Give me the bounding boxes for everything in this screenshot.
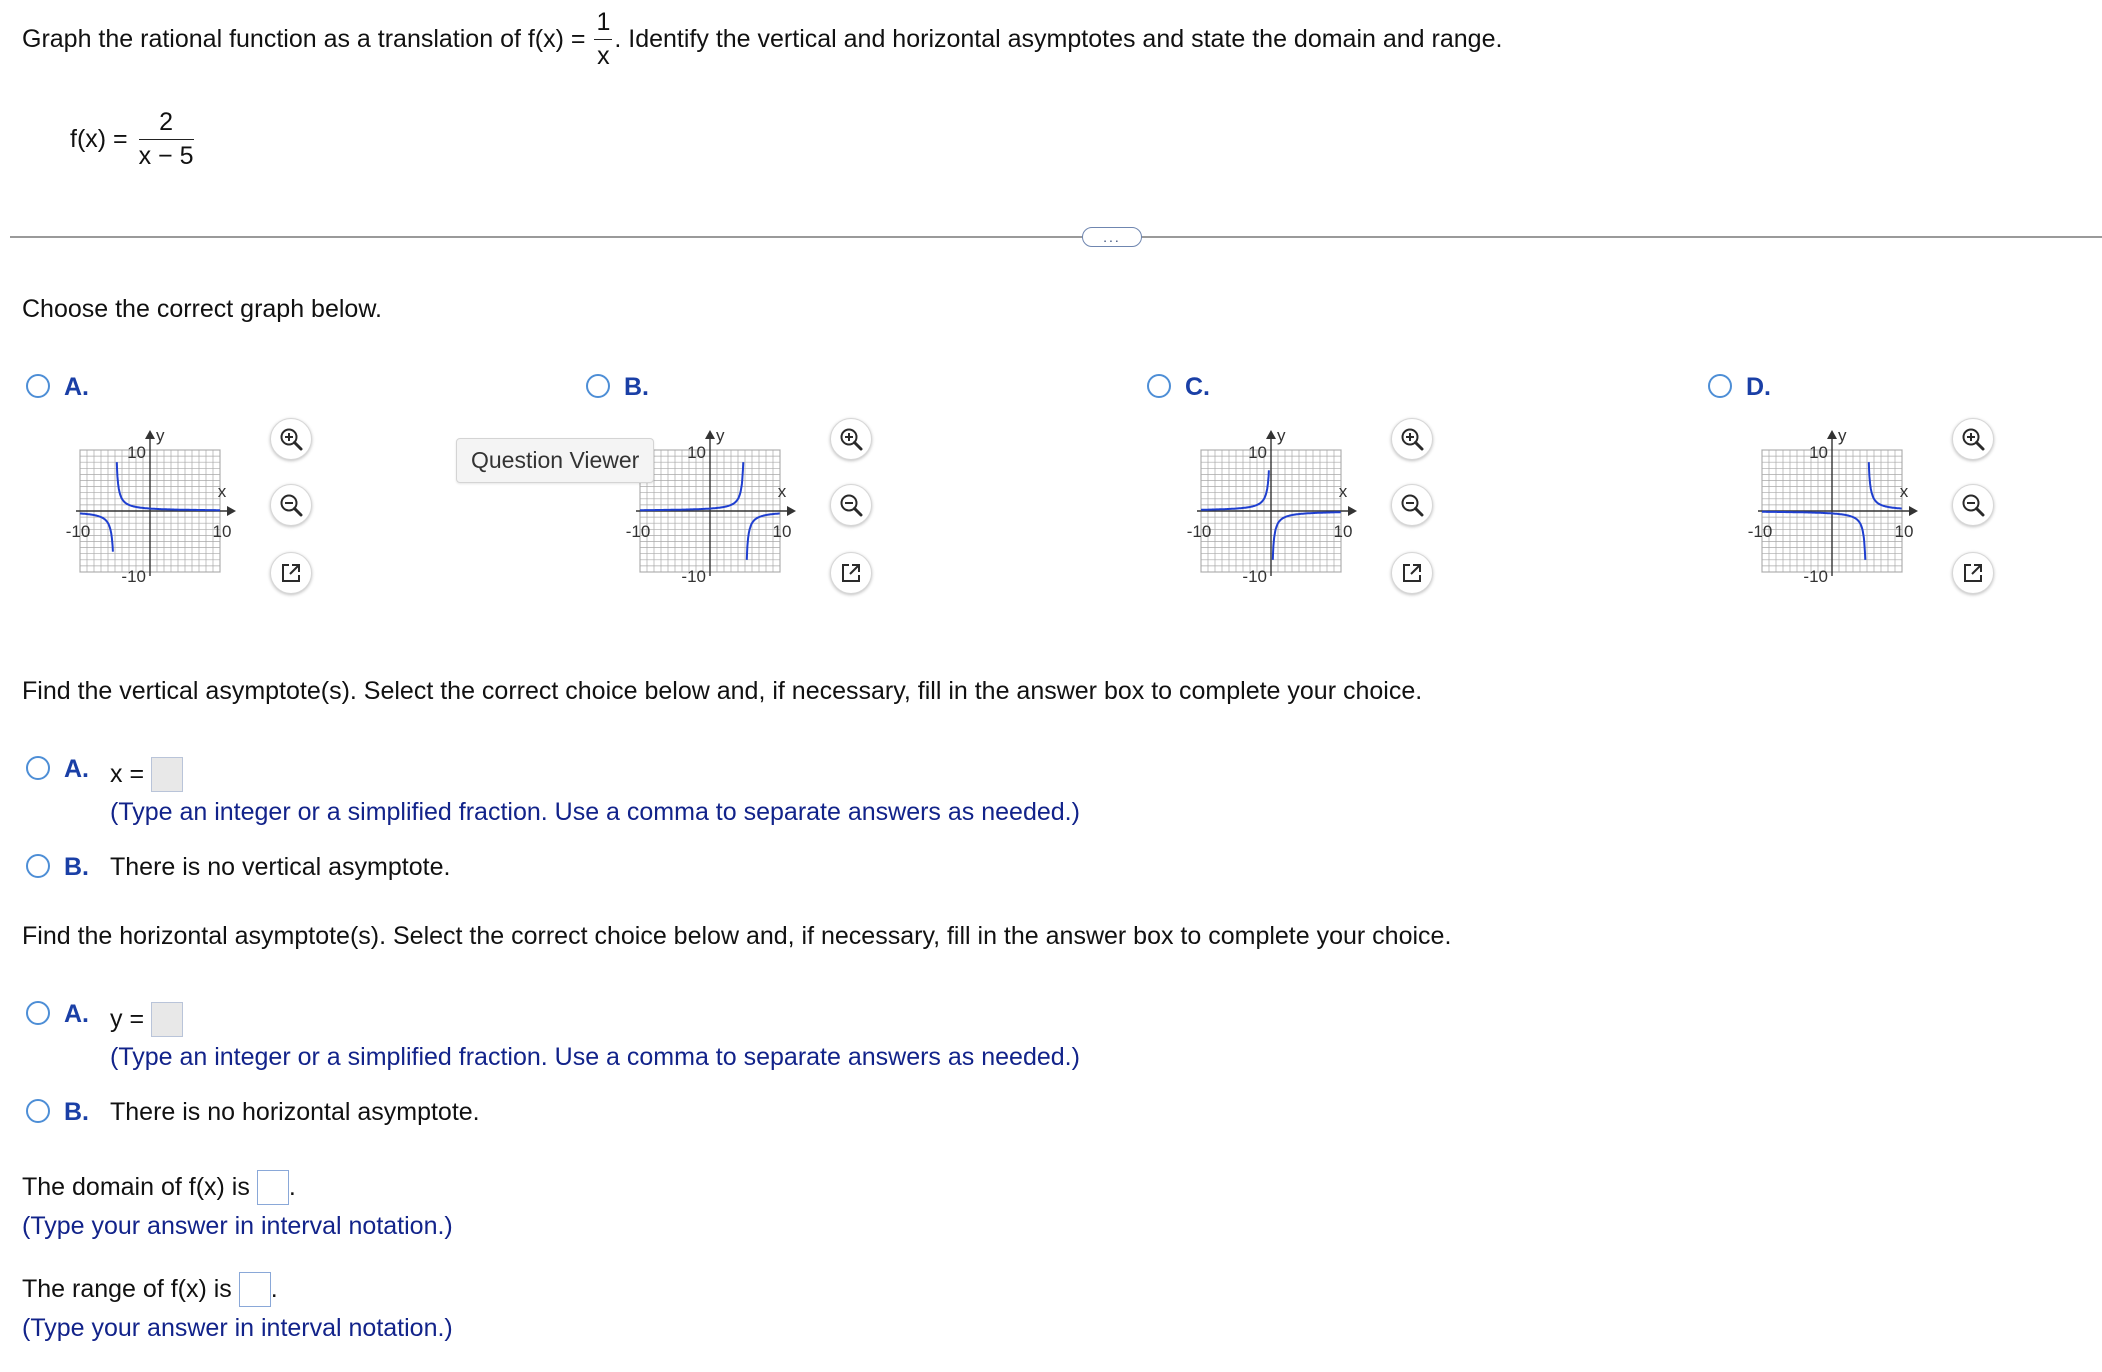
zoom-in-icon bbox=[1960, 426, 1986, 452]
x-axis-arrow bbox=[1909, 506, 1918, 516]
graph-option-letter: B. bbox=[624, 373, 649, 401]
zoom-out-button[interactable] bbox=[830, 484, 872, 526]
horizontal-option-b-text: There is no horizontal asymptote. bbox=[110, 1098, 480, 1126]
vertical-option-a-hint: (Type an integer or a simplified fraction. Use a comma to separate answers as needed.) bbox=[110, 798, 1080, 826]
x-tick-left: -10 bbox=[625, 522, 651, 541]
y-axis-label: y bbox=[716, 426, 725, 445]
horizontal-option-a-hint: (Type an integer or a simplified fraction. Use a comma to separate answers as needed.) bbox=[110, 1043, 1080, 1071]
zoom-in-icon bbox=[838, 426, 864, 452]
instruction-after: . Identify the vertical and horizontal asymptotes and state the domain and range. bbox=[614, 25, 1503, 53]
base-numerator: 1 bbox=[594, 10, 612, 40]
vertical-option-b-radio[interactable] bbox=[26, 854, 50, 878]
question-viewer-tooltip: Question Viewer bbox=[456, 438, 654, 483]
base-denominator: x bbox=[597, 42, 610, 70]
x-axis-arrow bbox=[1348, 506, 1357, 516]
x-axis-label: x bbox=[217, 482, 227, 501]
y-tick-bottom: -10 bbox=[121, 567, 146, 586]
function-fraction bbox=[139, 110, 194, 169]
range-period: . bbox=[270, 1275, 278, 1303]
open-external-button[interactable] bbox=[830, 552, 872, 594]
y-tick-top: 10 bbox=[687, 443, 706, 462]
horizontal-option-a[interactable] bbox=[26, 1001, 50, 1032]
vertical-option-a-row bbox=[110, 757, 183, 792]
y-axis-arrow bbox=[705, 430, 715, 439]
y-tick-top: 10 bbox=[1809, 443, 1828, 462]
range-hint: (Type your answer in interval notation.) bbox=[22, 1314, 453, 1342]
x-axis-label: x bbox=[1338, 482, 1348, 501]
domain-answer-box[interactable] bbox=[257, 1170, 289, 1205]
zoom-out-button[interactable] bbox=[1952, 484, 1994, 526]
x-axis-arrow bbox=[227, 506, 236, 516]
horizontal-asymptote-prompt: Find the horizontal asymptote(s). Select the correct choice below and, if necessary, fill in the answer box to complete your choice. bbox=[22, 922, 1452, 950]
more-button[interactable]: ... bbox=[1082, 227, 1142, 247]
domain-label: The domain of f(x) is bbox=[22, 1173, 250, 1201]
zoom-in-icon bbox=[278, 426, 304, 452]
zoom-in-button[interactable] bbox=[1391, 418, 1433, 460]
graph-option-letter: A. bbox=[64, 373, 89, 401]
x-tick-right: 10 bbox=[1894, 522, 1914, 541]
domain-hint: (Type your answer in interval notation.) bbox=[22, 1212, 453, 1240]
x-tick-left: -10 bbox=[65, 522, 91, 541]
graph-option-letter: D. bbox=[1746, 373, 1771, 401]
horizontal-option-b[interactable] bbox=[26, 1099, 50, 1130]
graph-option-letter: C. bbox=[1185, 373, 1210, 401]
open-external-icon bbox=[838, 560, 864, 586]
graph-option-radio[interactable] bbox=[26, 374, 50, 398]
y-tick-top: 10 bbox=[1248, 443, 1267, 462]
section-divider bbox=[10, 236, 2102, 238]
zoom-out-button[interactable] bbox=[1391, 484, 1433, 526]
instruction-before: Graph the rational function as a translation of f(x) = bbox=[22, 25, 586, 53]
vertical-option-b-text: There is no vertical asymptote. bbox=[110, 853, 451, 881]
y-axis-arrow bbox=[145, 430, 155, 439]
zoom-out-icon bbox=[278, 492, 304, 518]
zoom-out-icon bbox=[1960, 492, 1986, 518]
domain-row bbox=[22, 1170, 296, 1205]
open-external-button[interactable] bbox=[270, 552, 312, 594]
x-tick-right: 10 bbox=[1333, 522, 1353, 541]
y-axis-arrow bbox=[1266, 430, 1276, 439]
zoom-in-button[interactable] bbox=[270, 418, 312, 460]
graph-option-plot[interactable] bbox=[1744, 418, 1924, 588]
graph-option-radio[interactable] bbox=[586, 374, 610, 398]
vertical-option-a-letter: A. bbox=[64, 755, 89, 783]
horizontal-option-b-letter: B. bbox=[64, 1098, 89, 1126]
horizontal-option-a-radio[interactable] bbox=[26, 1001, 50, 1025]
x-tick-right: 10 bbox=[212, 522, 232, 541]
zoom-out-icon bbox=[838, 492, 864, 518]
open-external-icon bbox=[278, 560, 304, 586]
x-tick-left: -10 bbox=[1186, 522, 1212, 541]
graph-option-radio[interactable] bbox=[1147, 374, 1171, 398]
vertical-option-b[interactable] bbox=[26, 854, 50, 885]
domain-period: . bbox=[288, 1173, 296, 1201]
open-external-icon bbox=[1399, 560, 1425, 586]
y-axis-label: y bbox=[156, 426, 165, 445]
vertical-option-b-letter: B. bbox=[64, 853, 89, 881]
graph-option-plot[interactable] bbox=[62, 418, 242, 588]
function-denominator: x − 5 bbox=[138, 142, 194, 170]
graph-option-radio[interactable] bbox=[1708, 374, 1732, 398]
y-tick-bottom: -10 bbox=[681, 567, 706, 586]
horizontal-answer-box[interactable] bbox=[151, 1002, 183, 1037]
vertical-option-a-prefix: x = bbox=[110, 760, 145, 788]
open-external-icon bbox=[1960, 560, 1986, 586]
graph-option-2-select[interactable] bbox=[1147, 374, 1171, 405]
x-axis-label: x bbox=[777, 482, 787, 501]
x-axis-arrow bbox=[787, 506, 796, 516]
y-axis-arrow bbox=[1827, 430, 1837, 439]
open-external-button[interactable] bbox=[1391, 552, 1433, 594]
x-tick-right: 10 bbox=[772, 522, 792, 541]
function-label: f(x) = bbox=[70, 125, 128, 153]
graph-option-plot[interactable] bbox=[1183, 418, 1363, 588]
function-definition bbox=[70, 110, 194, 169]
zoom-out-icon bbox=[1399, 492, 1425, 518]
problem-statement bbox=[22, 10, 1502, 69]
range-label: The range of f(x) is bbox=[22, 1275, 232, 1303]
vertical-option-a-radio[interactable] bbox=[26, 756, 50, 780]
zoom-in-button[interactable] bbox=[830, 418, 872, 460]
graph-prompt: Choose the correct graph below. bbox=[22, 295, 382, 323]
y-axis-label: y bbox=[1838, 426, 1847, 445]
y-axis-label: y bbox=[1277, 426, 1286, 445]
horizontal-option-a-letter: A. bbox=[64, 1000, 89, 1028]
function-numerator: 2 bbox=[139, 110, 194, 140]
graph-option-0-select[interactable] bbox=[26, 374, 50, 405]
zoom-in-icon bbox=[1399, 426, 1425, 452]
range-answer-box[interactable] bbox=[239, 1272, 271, 1307]
vertical-asymptote-prompt: Find the vertical asymptote(s). Select the correct choice below and, if necessary, fill in the answer box to complete your choice. bbox=[22, 677, 1423, 705]
vertical-option-a[interactable] bbox=[26, 756, 50, 787]
zoom-out-button[interactable] bbox=[270, 484, 312, 526]
open-external-button[interactable] bbox=[1952, 552, 1994, 594]
y-tick-bottom: -10 bbox=[1242, 567, 1267, 586]
x-tick-left: -10 bbox=[1747, 522, 1773, 541]
horizontal-option-a-row bbox=[110, 1002, 183, 1037]
zoom-in-button[interactable] bbox=[1952, 418, 1994, 460]
x-axis-label: x bbox=[1899, 482, 1909, 501]
base-function-fraction bbox=[594, 10, 612, 69]
vertical-answer-box[interactable] bbox=[151, 757, 183, 792]
horizontal-option-a-prefix: y = bbox=[110, 1005, 145, 1033]
graph-option-1-select[interactable] bbox=[586, 374, 610, 405]
y-tick-top: 10 bbox=[127, 443, 146, 462]
horizontal-option-b-radio[interactable] bbox=[26, 1099, 50, 1123]
y-tick-bottom: -10 bbox=[1803, 567, 1828, 586]
range-row bbox=[22, 1272, 278, 1307]
graph-option-3-select[interactable] bbox=[1708, 374, 1732, 405]
